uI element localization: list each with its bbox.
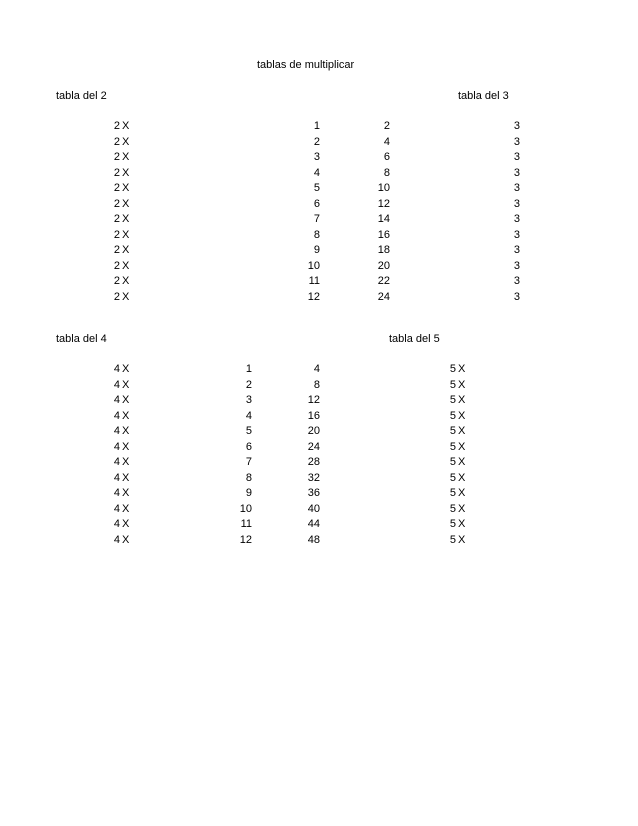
multiplier-cell: 6 bbox=[245, 441, 252, 453]
times-sign-cell: X bbox=[122, 425, 130, 437]
times-sign-cell: X bbox=[122, 394, 130, 406]
multiplier-cell: 6 bbox=[313, 198, 320, 210]
times-sign-cell: X bbox=[122, 363, 130, 375]
multiplicand-cell: 2 bbox=[113, 198, 120, 210]
multiplier-cell: 12 bbox=[307, 291, 320, 303]
multiplicand-cell: 5 bbox=[449, 456, 456, 468]
result-cell: 2 bbox=[383, 120, 390, 132]
times-sign-cell: X bbox=[458, 394, 466, 406]
multiplier-cell: 2 bbox=[245, 379, 252, 391]
times-sign-cell: X bbox=[122, 182, 130, 194]
times-sign-cell: X bbox=[122, 472, 130, 484]
multiplicand-cell: 5 bbox=[449, 503, 456, 515]
times-sign-cell: X bbox=[458, 456, 466, 468]
result-cell: 20 bbox=[307, 425, 320, 437]
result-cell: 18 bbox=[377, 244, 390, 256]
times-sign-cell: X bbox=[122, 441, 130, 453]
multiplicand-cell: 2 bbox=[113, 275, 120, 287]
multiplicand-cell: 3 bbox=[513, 229, 520, 241]
multiplicand-cell: 4 bbox=[113, 425, 120, 437]
times-sign-cell: X bbox=[458, 534, 466, 546]
times-sign-cell: X bbox=[458, 487, 466, 499]
multiplier-cell: 12 bbox=[239, 534, 252, 546]
multiplicand-cell: 2 bbox=[113, 244, 120, 256]
times-sign-cell: X bbox=[458, 518, 466, 530]
multiplicand-cell: 5 bbox=[449, 534, 456, 546]
times-sign-cell: X bbox=[122, 534, 130, 546]
result-cell: 16 bbox=[377, 229, 390, 241]
multiplicand-cell: 2 bbox=[113, 213, 120, 225]
times-sign-cell: X bbox=[122, 136, 130, 148]
times-sign-cell: X bbox=[122, 291, 130, 303]
multiplier-cell: 3 bbox=[245, 394, 252, 406]
multiplicand-cell: 4 bbox=[113, 503, 120, 515]
times-sign-cell: X bbox=[458, 410, 466, 422]
result-cell: 8 bbox=[313, 379, 320, 391]
multiplicand-cell: 3 bbox=[513, 213, 520, 225]
times-sign-cell: X bbox=[458, 379, 466, 391]
page-title: tablas de multiplicar bbox=[257, 59, 355, 71]
result-cell: 4 bbox=[313, 363, 320, 375]
result-cell: 16 bbox=[307, 410, 320, 422]
result-cell: 14 bbox=[377, 213, 390, 225]
multiplier-cell: 7 bbox=[313, 213, 320, 225]
multiplier-cell: 4 bbox=[245, 410, 252, 422]
times-sign-cell: X bbox=[122, 518, 130, 530]
multiplier-cell: 2 bbox=[313, 136, 320, 148]
times-sign-cell: X bbox=[122, 379, 130, 391]
multiplicand-cell: 5 bbox=[449, 487, 456, 499]
multiplicand-cell: 4 bbox=[113, 410, 120, 422]
multiplicand-cell: 2 bbox=[113, 260, 120, 272]
tabla-5-label: tabla del 5 bbox=[389, 333, 440, 345]
result-cell: 10 bbox=[377, 182, 390, 194]
multiplier-cell: 5 bbox=[313, 182, 320, 194]
multiplicand-cell: 5 bbox=[449, 410, 456, 422]
times-sign-cell: X bbox=[122, 213, 130, 225]
multiplicand-cell: 5 bbox=[449, 425, 456, 437]
multiplicand-cell: 3 bbox=[513, 291, 520, 303]
result-cell: 40 bbox=[307, 503, 320, 515]
multiplicand-cell: 4 bbox=[113, 456, 120, 468]
multiplicand-cell: 2 bbox=[113, 120, 120, 132]
result-cell: 20 bbox=[377, 260, 390, 272]
times-sign-cell: X bbox=[122, 198, 130, 210]
multiplicand-cell: 3 bbox=[513, 244, 520, 256]
multiplicand-cell: 4 bbox=[113, 363, 120, 375]
multiplicand-cell: 5 bbox=[449, 472, 456, 484]
times-sign-cell: X bbox=[122, 229, 130, 241]
multiplier-cell: 1 bbox=[313, 120, 320, 132]
times-sign-cell: X bbox=[458, 441, 466, 453]
times-sign-cell: X bbox=[122, 120, 130, 132]
result-cell: 36 bbox=[307, 487, 320, 499]
result-cell: 12 bbox=[377, 198, 390, 210]
multiplicand-cell: 2 bbox=[113, 151, 120, 163]
multiplicand-cell: 4 bbox=[113, 394, 120, 406]
multiplicand-cell: 3 bbox=[513, 167, 520, 179]
multiplier-cell: 11 bbox=[240, 518, 252, 530]
result-cell: 4 bbox=[383, 136, 390, 148]
multiplicand-cell: 5 bbox=[449, 441, 456, 453]
multiplicand-cell: 2 bbox=[113, 136, 120, 148]
multiplicand-cell: 3 bbox=[513, 151, 520, 163]
times-sign-cell: X bbox=[122, 487, 130, 499]
times-sign-cell: X bbox=[122, 244, 130, 256]
multiplicand-cell: 3 bbox=[513, 136, 520, 148]
result-cell: 24 bbox=[307, 441, 320, 453]
multiplier-cell: 8 bbox=[313, 229, 320, 241]
times-sign-cell: X bbox=[122, 456, 130, 468]
multiplier-cell: 10 bbox=[307, 260, 320, 272]
multiplicand-cell: 2 bbox=[113, 229, 120, 241]
times-sign-cell: X bbox=[122, 260, 130, 272]
tabla-3-label: tabla del 3 bbox=[458, 90, 509, 102]
result-cell: 8 bbox=[383, 167, 390, 179]
times-sign-cell: X bbox=[122, 410, 130, 422]
multiplicand-cell: 5 bbox=[449, 363, 456, 375]
multiplicand-cell: 4 bbox=[113, 518, 120, 530]
multiplicand-cell: 3 bbox=[513, 275, 520, 287]
result-cell: 48 bbox=[307, 534, 320, 546]
multiplicand-cell: 4 bbox=[113, 441, 120, 453]
multiplicand-cell: 3 bbox=[513, 120, 520, 132]
multiplicand-cell: 4 bbox=[113, 472, 120, 484]
multiplier-cell: 5 bbox=[245, 425, 252, 437]
multiplicand-cell: 5 bbox=[449, 394, 456, 406]
multiplicand-cell: 4 bbox=[113, 487, 120, 499]
tabla-2-label: tabla del 2 bbox=[56, 90, 107, 102]
times-sign-cell: X bbox=[122, 275, 130, 287]
result-cell: 22 bbox=[377, 275, 390, 287]
result-cell: 24 bbox=[377, 291, 390, 303]
times-sign-cell: X bbox=[122, 167, 130, 179]
times-sign-cell: X bbox=[458, 425, 466, 437]
multiplicand-cell: 2 bbox=[113, 182, 120, 194]
multiplier-cell: 9 bbox=[245, 487, 252, 499]
multiplier-cell: 8 bbox=[245, 472, 252, 484]
tabla-4-label: tabla del 4 bbox=[56, 333, 107, 345]
result-cell: 28 bbox=[307, 456, 320, 468]
multiplicand-cell: 4 bbox=[113, 534, 120, 546]
result-cell: 12 bbox=[307, 394, 320, 406]
multiplier-cell: 11 bbox=[308, 275, 320, 287]
multiplicand-cell: 2 bbox=[113, 167, 120, 179]
times-sign-cell: X bbox=[458, 363, 466, 375]
times-sign-cell: X bbox=[122, 503, 130, 515]
result-cell: 6 bbox=[383, 151, 390, 163]
multiplicand-cell: 3 bbox=[513, 198, 520, 210]
multiplicand-cell: 2 bbox=[113, 291, 120, 303]
multiplier-cell: 10 bbox=[239, 503, 252, 515]
multiplier-cell: 3 bbox=[313, 151, 320, 163]
times-sign-cell: X bbox=[122, 151, 130, 163]
result-cell: 44 bbox=[307, 518, 320, 530]
multiplicand-cell: 5 bbox=[449, 379, 456, 391]
times-sign-cell: X bbox=[458, 472, 466, 484]
times-sign-cell: X bbox=[458, 503, 466, 515]
multiplicand-cell: 3 bbox=[513, 182, 520, 194]
multiplicand-cell: 3 bbox=[513, 260, 520, 272]
multiplier-cell: 9 bbox=[313, 244, 320, 256]
multiplicand-cell: 5 bbox=[449, 518, 456, 530]
multiplier-cell: 7 bbox=[245, 456, 252, 468]
result-cell: 32 bbox=[307, 472, 320, 484]
multiplicand-cell: 4 bbox=[113, 379, 120, 391]
multiplier-cell: 4 bbox=[313, 167, 320, 179]
multiplier-cell: 1 bbox=[245, 363, 252, 375]
